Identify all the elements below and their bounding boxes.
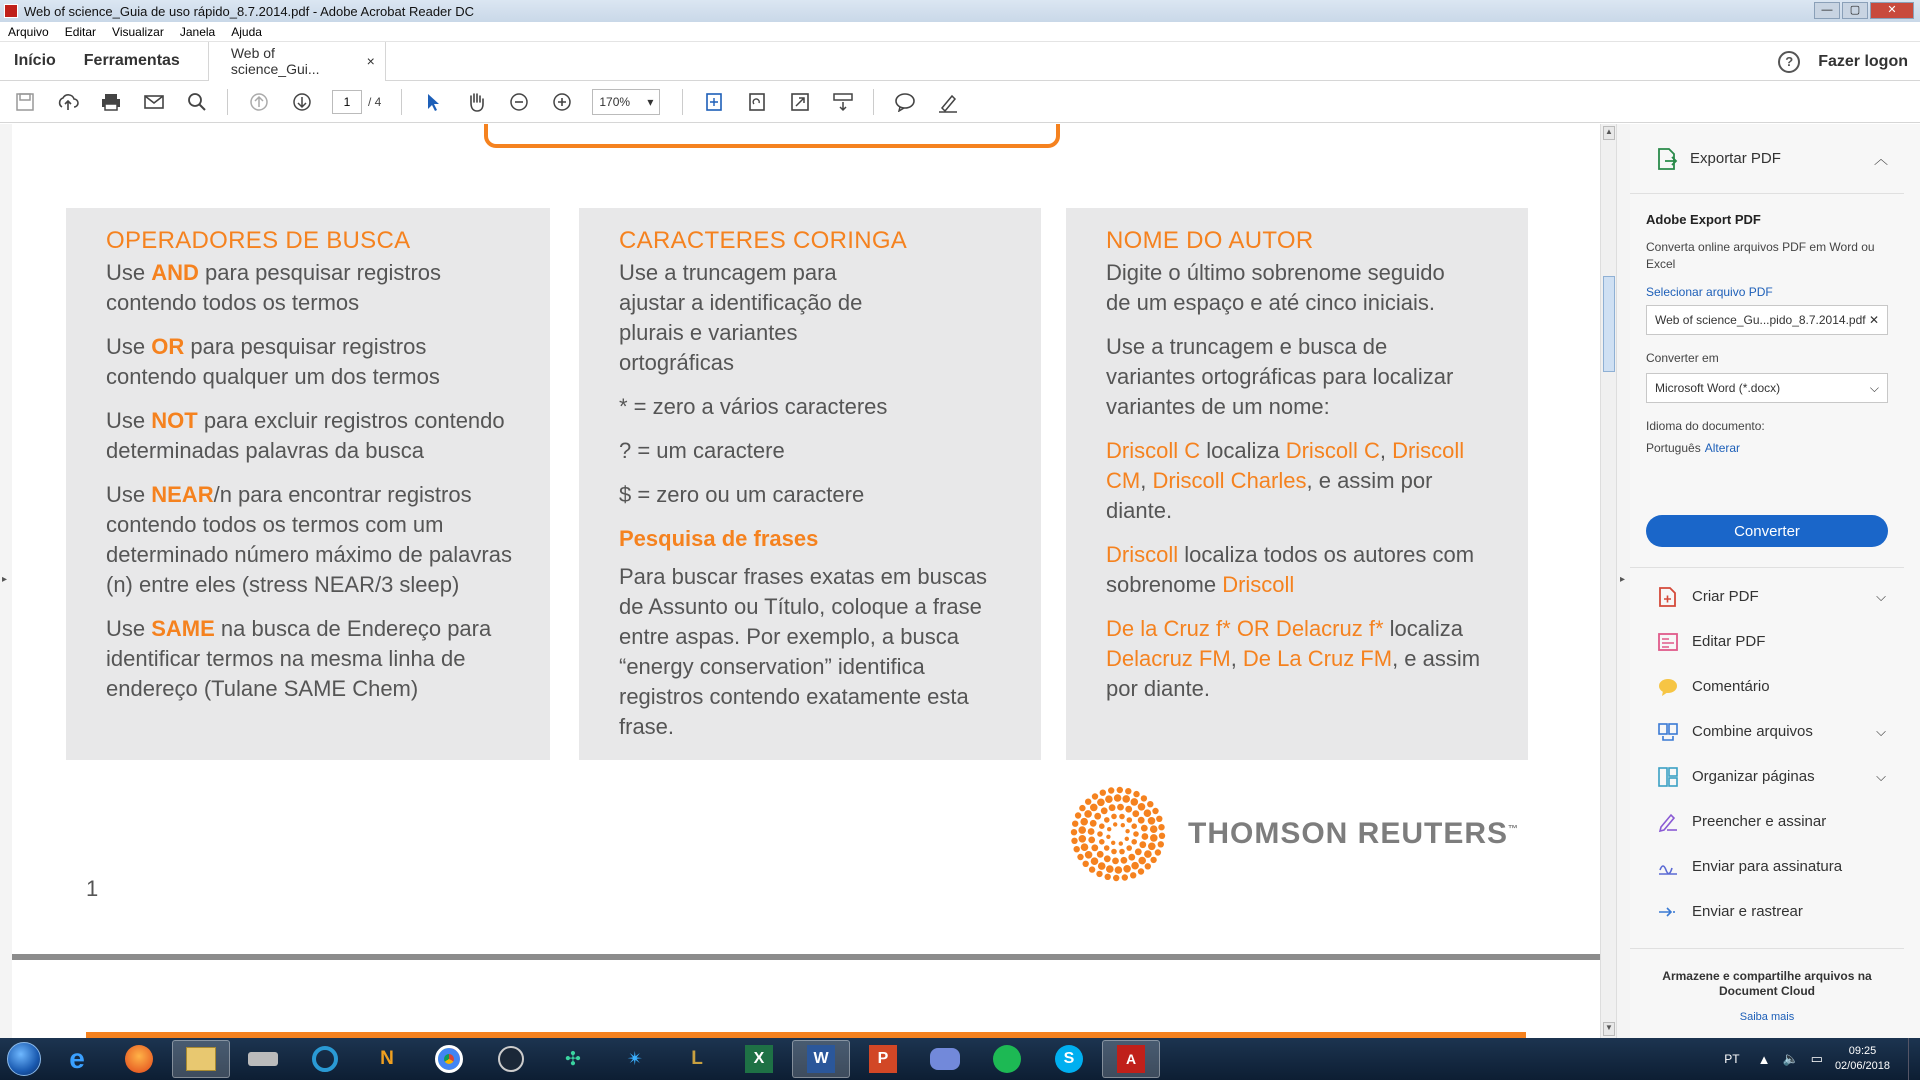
logo-dot [1150,834,1158,842]
logo-dot [1080,818,1088,826]
logo-dot [1115,866,1123,874]
steam-icon [498,1046,524,1072]
chevron-down-icon[interactable]: ⌵ [1876,768,1886,784]
previous-section-box [484,124,1060,148]
logo-dot [1133,831,1139,837]
logo-dot [1104,855,1111,862]
taskbar-game-app[interactable] [544,1040,602,1078]
logo-dot [1111,849,1117,855]
file-name-field[interactable]: Web of science_Gu...pido_8.7.2014.pdf ✕ [1646,305,1888,335]
tab-bar [0,42,1920,81]
tool-edit-pdf[interactable]: Editar PDF [1630,619,1904,664]
export-title: Adobe Export PDF [1646,212,1761,227]
clock[interactable]: 09:25 02/06/2018 [1834,1045,1890,1072]
logo-dot [1114,794,1122,802]
logo-dot [1104,845,1110,851]
edit-pdf-icon [1656,630,1680,654]
logo-dot [1077,854,1083,860]
network-icon[interactable]: ▭ [1810,1051,1823,1066]
logo-dot [1097,799,1105,807]
ring-app-icon [312,1046,338,1072]
toolbar-separator [682,89,683,115]
paragraph: $ = zero ou um caractere [619,482,865,507]
spotify-icon [993,1045,1021,1073]
reuters-dots-icon [1068,786,1168,882]
export-pdf-icon [1656,147,1678,171]
logo-dot [1125,788,1131,794]
taskbar-skype[interactable] [1040,1040,1098,1078]
learn-more-link[interactable]: Saiba mais [1739,1011,1795,1023]
show-desktop-button[interactable] [1908,1038,1920,1080]
logo-dot [1139,841,1146,848]
full-screen-icon[interactable] [787,89,813,115]
taskbar-steam[interactable] [482,1040,540,1078]
export-description: Converta online arquivos PDF em Word ou Excel [1646,240,1875,271]
logo-dot [1074,846,1080,852]
logo-dot [1119,814,1125,820]
paragraph: Use SAME na busca de Endereço para identificar termos na mesma linha de endereço (Tulane SAME Chem) [106,616,492,701]
logo-dot [1090,804,1098,812]
paragraph: Digite o último sobrenome seguido de um espaço e até cinco iniciais. [1106,260,1445,315]
tools-list [1630,567,1904,934]
logo-dot [1127,817,1133,823]
convert-button[interactable]: Converter [1646,515,1888,547]
toolbar-separator [401,89,402,115]
panel-title: Exportar PDF [1690,150,1781,167]
logo-dot [1113,875,1119,881]
logo-dot [1128,854,1135,861]
logo-dot [1085,799,1091,805]
logo-dot [1071,838,1077,844]
document-cloud-promo [1630,948,1904,1038]
logo-dot [1091,844,1098,851]
logo-dot [1135,848,1142,855]
volume-icon[interactable]: 🔈 [1782,1051,1799,1066]
tabbar-right [1778,42,1908,81]
page-total: / 4 [368,94,382,109]
paragraph: Use a truncagem e busca de variantes ortográficas para localizar variantes de um nome: [1106,334,1454,419]
comment-icon[interactable] [892,89,918,115]
save-icon[interactable] [12,89,38,115]
window-titlebar [0,0,1920,22]
tool-fill-sign[interactable]: Preencher e assinar [1630,799,1904,844]
logo-dot [1123,865,1131,873]
logo-dot [1085,851,1093,859]
export-pdf-header[interactable] [1630,124,1904,194]
taskbar-excel[interactable] [730,1040,788,1078]
menu-bar [0,22,1920,42]
page-navigator [332,90,381,114]
previous-page-icon[interactable] [246,89,272,115]
logo-dot [1111,841,1115,845]
logo-dot [1122,795,1130,803]
window-title: Web of science_Guia de uso rápido_8.7.2014.pdf - Adobe Acrobat Reader DC [24,3,474,19]
tool-create-pdf[interactable]: Criar PDF ⌵ [1630,574,1904,619]
cloud-text: Armazene e compartilhe arquivos na Document Cloud [1662,969,1872,998]
send-track-icon [1656,900,1680,924]
taskbar-firefox[interactable] [110,1040,168,1078]
logo-dot [1152,808,1158,814]
menu-arquivo[interactable]: Arquivo [8,24,49,39]
login-link[interactable]: Fazer logon [1818,52,1908,70]
scanner-icon [248,1052,278,1066]
logo-text: THOMSON REUTERS™ [1188,817,1520,850]
logo-dot [1144,850,1152,858]
rotate-icon[interactable] [744,89,770,115]
upload-cloud-icon[interactable] [55,89,81,115]
logo-dot [1138,857,1146,865]
mail-icon[interactable] [141,89,167,115]
battlenet-icon: ✴ [627,1048,643,1070]
logo-dot [1101,807,1108,814]
logo-dot [1159,833,1165,839]
logo-dot [1105,795,1113,803]
logo-dot [1145,863,1151,869]
left-panel-toggle[interactable] [0,124,12,1038]
logo-dot [1130,872,1136,878]
taskbar-spotify[interactable] [978,1040,1036,1078]
combine-icon [1656,720,1680,744]
page-number: 1 [86,876,99,901]
logo-dot [1072,821,1078,827]
select-cursor-icon[interactable] [420,89,446,115]
column-search-operators [66,208,550,760]
taskbar-ie[interactable] [48,1040,106,1078]
paragraph: Use NEAR/n para encontrar registros contendo todos os termos com um determinado número máximo de palavras (n) entre eles (stress NEAR/3 sleep) [106,482,512,597]
toolbar-separator [873,89,874,115]
paragraph: Use AND para pesquisar registros contendo todos os termos [106,260,442,315]
skype-icon: S [1055,1045,1083,1073]
league-icon: L [691,1048,703,1069]
column-heading: OPERADORES DE BUSCA [106,227,411,254]
convert-to-label: Converter em [1646,351,1719,365]
logo-dot [1094,813,1101,820]
firefox-icon [125,1045,153,1073]
right-tools-panel [1630,124,1904,1038]
close-tab-icon[interactable]: × [366,53,375,69]
taskbar-norton[interactable] [358,1040,416,1078]
taskbar-scanner[interactable] [234,1040,292,1078]
page-break [12,954,1600,960]
subheading: Pesquisa de frases [619,526,819,551]
logo-dot [1131,862,1139,870]
windows-logo-icon [7,1042,41,1076]
column-heading: NOME DO AUTOR [1106,227,1314,254]
paragraph: Use NOT para excluir registros contendo determinadas palavras da busca [106,408,505,463]
logo-dot [1081,843,1089,851]
logo-dot [1113,822,1117,826]
logo-dot [1084,810,1092,818]
logo-dot [1126,845,1132,851]
logo-dot [1088,828,1095,835]
game-app-icon: ✣ [565,1048,581,1070]
logo-dot [1121,857,1128,864]
logo-dot [1158,841,1164,847]
panel-splitter[interactable] [1616,124,1630,1038]
internet-explorer-icon: e [69,1043,85,1074]
taskbar-powerpoint[interactable] [854,1040,912,1078]
logo-dot [1109,804,1116,811]
logo-dot [1112,858,1119,865]
logo-dot [1121,823,1125,827]
paragraph: De la Cruz f* OR Delacruz f* localiza Delacruz FM, De La Cruz FM, e assim por diante. [1106,616,1481,701]
logo-dot [1147,801,1153,807]
menu-ajuda[interactable]: Ajuda [231,24,262,39]
logo-dot [1107,827,1111,831]
logo-dot [1097,851,1104,858]
tool-send-track[interactable]: Enviar e rastrear [1630,889,1904,934]
logo-dot [1108,787,1114,793]
paragraph: Driscoll localiza todos os autores com sobrenome Driscoll [1106,542,1475,597]
folder-icon [186,1047,216,1071]
taskbar-chrome[interactable] [420,1040,478,1078]
document-scrollbar[interactable] [1600,124,1616,1038]
logo-dot [1119,849,1125,855]
next-page-icon[interactable] [289,89,315,115]
logo-dot [1142,833,1149,840]
document-view[interactable] [0,124,1600,1038]
logo-dot [1078,826,1086,834]
logo-dot [1138,868,1144,874]
export-form [1630,194,1904,547]
document-tab-label: Web of science_Gui... [230,45,320,77]
acrobat-app-icon [4,4,18,18]
logo-dot [1106,865,1114,873]
logo-dot [1079,835,1087,843]
logo-dot [1090,820,1097,827]
chevron-down-icon[interactable]: ⌵ [1876,588,1886,604]
logo-dot [1092,793,1098,799]
logo-dot [1138,817,1145,824]
logo-dot [1088,837,1095,844]
logo-dot [1099,823,1105,829]
minimize-button[interactable]: — [1814,2,1840,19]
logo-dot [1131,798,1139,806]
format-select[interactable]: Microsoft Word (*.docx) ⌵ [1646,373,1888,403]
chrome-icon [435,1045,463,1073]
logo-dot [1098,862,1106,870]
paragraph: Use a truncagem para ajustar a identificação de plurais e variantes ortográficas [619,260,863,375]
excel-icon: X [745,1045,773,1073]
search-icon[interactable] [184,89,210,115]
powerpoint-icon: P [869,1045,897,1073]
system-tray [1724,1038,1920,1080]
comment-icon [1656,675,1680,699]
logo-dot [1119,841,1123,845]
tab-home[interactable]: Início [14,52,56,69]
column-heading: CARACTERES CORINGA [619,227,908,254]
document-language: Idioma do documento: Português Alterar [1646,419,1765,455]
send-sign-icon [1656,855,1680,879]
taskbar-discord[interactable] [916,1040,974,1078]
clear-icon[interactable]: ✕ [1868,313,1879,327]
taskbar-word[interactable] [792,1040,850,1078]
page-number-input[interactable] [332,90,362,114]
logo-dot [1100,790,1106,796]
change-language-link[interactable]: Alterar [1704,441,1741,455]
logo-dot [1150,825,1158,833]
logo-dot [1138,803,1146,811]
highlight-pen-icon[interactable] [935,89,961,115]
window-controls [1814,2,1914,19]
taskbar-league[interactable] [668,1040,726,1078]
logo-dot [1079,805,1085,811]
logo-dot [1125,837,1129,841]
menu-visualizar[interactable]: Visualizar [112,24,164,39]
chevron-up-icon[interactable]: ︿ [1874,150,1888,167]
logo-dot [1156,816,1162,822]
logo-dot [1111,814,1117,820]
tool-organize-pages[interactable]: Organizar páginas ⌵ [1630,754,1904,799]
menu-janela[interactable]: Janela [179,24,216,39]
tool-combine-files[interactable]: Combine arquivos ⌵ [1630,709,1904,754]
logo-dot [1150,857,1156,863]
scroll-mode-icon[interactable] [830,89,856,115]
logo-dot [1133,791,1139,797]
logo-dot [1083,861,1089,867]
paragraph: * = zero a vários caracteres [619,394,888,419]
logo-dot [1075,812,1081,818]
taskbar-acrobat[interactable] [1102,1040,1160,1078]
zoom-out-icon[interactable] [506,89,532,115]
maximize-button[interactable]: ▢ [1842,2,1868,19]
column-wildcards [579,208,1041,760]
tab-document[interactable] [208,42,386,81]
input-language[interactable]: PT [1724,1052,1740,1066]
tab-tools[interactable]: Ferramentas [83,52,180,69]
paragraph: ? = um caractere [619,438,785,463]
create-pdf-icon [1656,585,1680,609]
organize-icon [1656,765,1680,789]
taskbar-app-ring[interactable] [296,1040,354,1078]
logo-dot [1099,839,1105,845]
tool-comment[interactable]: Comentário [1630,664,1904,709]
paragraph: Driscoll C localiza Driscoll C, Driscoll CM, Driscoll Charles, e assim por diante. [1106,438,1465,523]
word-icon: W [807,1045,835,1073]
chevron-down-icon[interactable]: ⌵ [1876,723,1886,739]
logo-dot [1155,849,1161,855]
collapse-panel-icon: ▸ [1620,574,1626,585]
fit-page-icon[interactable] [701,89,727,115]
chevron-down-icon: ⌵ [1869,380,1879,395]
scroll-down-button[interactable]: ▼ [1603,1022,1615,1036]
paragraph: Para buscar frases exatas em buscas de Assunto ou Título, coloque a frase entre aspas. Por exemplo, a busca “energy conservation” identifica registros contendo exatamente esta frase. [619,564,988,739]
logo-dot [1122,874,1128,880]
logo-dot [1089,866,1095,872]
acrobat-icon: A [1117,1045,1145,1073]
discord-icon [930,1048,960,1070]
main-toolbar [0,81,1920,123]
tool-send-signature[interactable]: Enviar para assinatura [1630,844,1904,889]
logo-dot [1131,839,1137,845]
logo-dot [1144,809,1152,817]
logo-dot [1131,823,1137,829]
logo-dot [1125,829,1129,833]
scroll-up-button[interactable]: ▲ [1603,126,1615,140]
show-hidden-icons-icon[interactable]: ▲ [1757,1051,1771,1067]
logo-dot [1117,804,1124,811]
menu-editar[interactable]: Editar [64,24,97,39]
fill-sign-icon [1656,810,1680,834]
logo-dot [1105,874,1111,880]
logo-dot [1125,806,1132,813]
logo-dot [1141,795,1147,801]
windows-taskbar [0,1038,1920,1080]
logo-dot [1096,871,1102,877]
logo-dot [1106,835,1110,839]
logo-dot [1158,824,1164,830]
zoom-select[interactable] [592,89,660,115]
taskbar-battlenet[interactable] [606,1040,664,1078]
thomson-reuters-logo [1068,786,1519,882]
logo-dot [1091,857,1099,865]
norton-icon: N [380,1048,394,1069]
logo-dot [1132,810,1139,817]
help-icon[interactable]: ? [1778,51,1800,73]
logo-dot [1071,829,1077,835]
logo-dot [1117,787,1123,793]
logo-dot [1104,817,1110,823]
logo-dot [1148,817,1156,825]
scroll-thumb[interactable] [1603,276,1615,372]
expand-left-icon: ▸ [2,574,8,585]
zoom-in-icon[interactable] [549,89,575,115]
select-file-link[interactable]: Selecionar arquivo PDF [1646,285,1773,299]
close-window-button[interactable]: ✕ [1870,2,1914,19]
logo-dot [1097,831,1103,837]
panel-scrollbar[interactable] [1904,124,1920,1038]
chevron-down-icon: ▾ [647,94,654,109]
start-button[interactable] [0,1038,48,1080]
paragraph: Use OR para pesquisar registros contendo qualquer um dos termos [106,334,440,389]
zoom-value: 170% [599,94,631,109]
column-author-name [1066,208,1528,760]
hand-tool-icon[interactable] [463,89,489,115]
logo-dot [1141,825,1148,832]
logo-dot [1148,843,1156,851]
toolbar-separator [227,89,228,115]
taskbar-explorer[interactable] [172,1040,230,1078]
print-icon[interactable] [98,89,124,115]
